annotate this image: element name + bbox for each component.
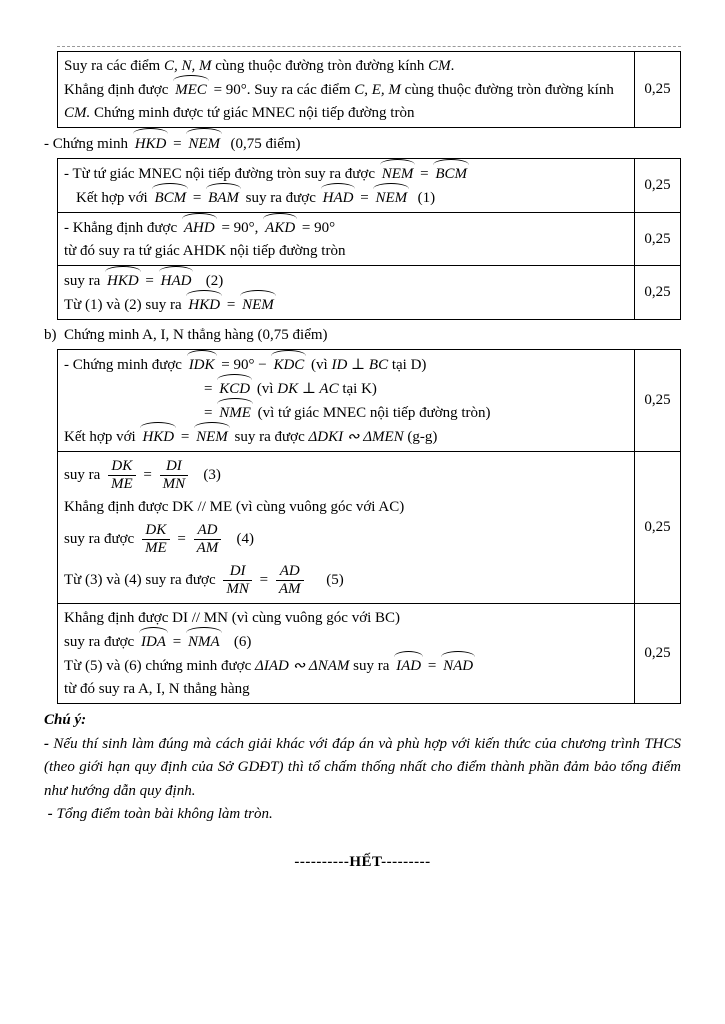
text-run: -	[44, 806, 57, 822]
text-run: = 90°	[298, 220, 336, 236]
text-run: (0,75 điểm)	[223, 136, 301, 152]
angle-notation: NEM	[374, 186, 408, 210]
angle-notation: HAD	[322, 186, 355, 210]
text-run: (6)	[222, 634, 252, 650]
text-run: (vì tứ giác MNEC nội tiếp đường tròn)	[253, 405, 491, 421]
rubric-line	[64, 78, 630, 102]
rubric-row	[58, 159, 680, 212]
angle-notation: NEM	[381, 162, 415, 186]
rubric-line	[64, 269, 630, 293]
rubric-row	[58, 265, 680, 319]
text-run: =	[173, 530, 190, 547]
note-paragraph-2	[44, 803, 681, 827]
fraction: $\frac{AD}{AM}$	[194, 522, 222, 557]
text-run: - Chứng minh được	[64, 357, 186, 373]
score-value: 0,25	[644, 392, 671, 408]
text-run: -	[44, 735, 54, 752]
note-paragraph-1	[44, 733, 681, 804]
text-run: Nếu thí sinh làm đúng mà cách giải khác với đáp án và phù hợp với kiến thức của chương trình THCS (theo giới hạn quy định của Sở GDĐT) thì tổ chấm thống nhất cho điểm thành phần đảm bảo tổng điểm như hướng dẫn quy định.	[44, 735, 681, 799]
text-run: Từ (1) và (2) suy ra	[64, 297, 186, 313]
page-top-rule	[57, 46, 681, 47]
rubric-line	[64, 102, 630, 125]
angle-notation: KCD	[218, 377, 251, 401]
text-run: b) Chứng minh A, I, N thẳng hàng (0,75 điểm)	[44, 327, 328, 343]
rubric-line	[64, 240, 630, 263]
score-value: 0,25	[644, 519, 671, 535]
text-run: từ đó suy ra A, I, N thẳng hàng	[64, 681, 250, 697]
fraction: $\frac{DK}{ME}$	[142, 522, 170, 557]
het-divider: ----------HẾT---------	[294, 853, 431, 870]
text-run: - Từ tứ giác MNEC nội tiếp đường tròn suy ra được	[64, 166, 379, 182]
text-run: (3)	[192, 466, 221, 483]
angle-notation: NEM	[187, 131, 221, 156]
text-run: Kết hợp với	[64, 429, 140, 445]
rubric-line	[64, 678, 630, 701]
text-run: (vì	[307, 357, 332, 373]
angle-notation: BAM	[207, 186, 240, 210]
text-run: =	[356, 190, 373, 206]
text-run: suy ra được	[64, 530, 138, 547]
text-run: tại D)	[388, 357, 427, 373]
text-run: = 90° −	[217, 357, 271, 373]
angle-notation: IDA	[140, 630, 167, 654]
rubric-line	[64, 216, 630, 240]
text-run: suy ra	[64, 273, 104, 289]
text-run: CM	[428, 58, 451, 74]
text-run: (1)	[410, 190, 436, 206]
angle-notation: HKD	[141, 425, 175, 449]
criterion-cell	[58, 452, 635, 603]
text-run: Tổng điểm toàn bài không làm tròn.	[56, 806, 273, 822]
text-run: (vì	[253, 381, 278, 397]
text-run: ΔIAD ∾ ΔNAM	[255, 658, 350, 674]
rubric-line	[64, 293, 630, 317]
rubric-line	[64, 425, 630, 449]
rubric-line	[64, 353, 630, 377]
rubric-row	[58, 52, 680, 127]
criterion-cell	[58, 159, 635, 212]
text-run: từ đó suy ra tứ giác AHDK nội tiếp đường tròn	[64, 243, 346, 259]
text-run: =	[204, 405, 217, 421]
score-value: 0,25	[644, 81, 671, 97]
text-run: C, N, M	[163, 58, 212, 74]
score-value: 0,25	[644, 230, 671, 247]
rubric-line	[64, 455, 630, 496]
angle-notation: AHD	[183, 216, 216, 240]
angle-notation: BCM	[434, 162, 468, 186]
angle-notation: IAD	[395, 654, 422, 678]
text-run: =	[255, 571, 272, 588]
rubric-line	[64, 496, 630, 519]
text-run: suy ra được	[241, 190, 320, 206]
rubric-line	[64, 401, 630, 425]
text-run: - Khẳng định được	[64, 220, 181, 236]
text-run: ID ⊥ BC	[331, 357, 389, 373]
angle-notation: HKD	[106, 269, 140, 293]
text-run: C, E, M	[354, 82, 401, 98]
criterion-cell	[58, 52, 635, 127]
rubric-line	[64, 186, 630, 210]
criterion-cell	[58, 266, 635, 319]
rubric-line	[64, 377, 630, 401]
score-value: 0,25	[644, 645, 671, 661]
text-run: =	[177, 429, 194, 445]
text-run: =	[416, 166, 433, 182]
score-value: 0,25	[644, 284, 671, 300]
criterion-cell	[58, 604, 635, 703]
criterion-cell	[58, 213, 635, 265]
text-run: (4)	[225, 530, 255, 547]
angle-notation: AKD	[264, 216, 296, 240]
rubric-table-3	[57, 349, 681, 704]
text-run: =	[189, 190, 206, 206]
angle-notation: NEM	[195, 425, 229, 449]
text-run: .	[450, 58, 455, 74]
criterion-cell	[58, 350, 635, 451]
text-run: =	[141, 273, 158, 289]
section-heading-b	[44, 323, 681, 347]
rubric-table-2	[57, 158, 681, 320]
rubric-line	[64, 560, 630, 601]
angle-notation: MEC	[174, 78, 208, 102]
text-run: suy ra	[64, 466, 104, 483]
text-run: cùng thuộc đường tròn đường kính	[400, 82, 614, 98]
text-run: suy ra	[349, 658, 394, 674]
angle-notation: IDK	[188, 353, 216, 377]
fraction: $\frac{DI}{MN}$	[160, 458, 189, 493]
section-heading-hkd	[44, 131, 681, 156]
text-run: suy ra được	[230, 429, 309, 445]
rubric-line	[64, 519, 630, 560]
text-run: tại K)	[338, 381, 377, 397]
angle-notation: NEM	[241, 293, 275, 317]
score-value: 0,25	[644, 177, 671, 193]
text-run: (g-g)	[403, 429, 438, 445]
fraction: $\frac{AD}{AM}$	[276, 563, 304, 598]
text-run: Khẳng định được	[64, 82, 173, 98]
text-run: - Chứng minh	[44, 136, 132, 152]
rubric-row	[58, 451, 680, 603]
rubric-row	[58, 212, 680, 265]
text-run: = 90°,	[217, 220, 263, 236]
rubric-table-1	[57, 51, 681, 128]
angle-notation: NAD	[442, 654, 474, 678]
text-run: (2)	[194, 273, 224, 289]
text-run: Khẳng định được DI // MN (vì cùng vuông góc với BC)	[64, 610, 401, 626]
text-run: =	[223, 297, 240, 313]
notes-section	[44, 709, 681, 827]
fraction: $\frac{DK}{ME}$	[108, 458, 136, 493]
rubric-line	[64, 55, 630, 78]
notes-heading: Chú ý:	[44, 712, 87, 728]
text-run: Suy ra các điểm	[64, 58, 164, 74]
angle-notation: NMA	[187, 630, 221, 654]
angle-notation: BCM	[153, 186, 187, 210]
text-run: suy ra được	[64, 634, 138, 650]
angle-notation: NME	[218, 401, 252, 425]
fraction: $\frac{DI}{MN}$	[223, 563, 252, 598]
text-run: CM.	[64, 105, 91, 121]
text-run: =	[204, 381, 217, 397]
text-run: Từ (3) và (4) suy ra được	[64, 571, 220, 588]
angle-notation: HKD	[134, 131, 168, 156]
angle-notation: HKD	[187, 293, 221, 317]
text-run: Khẳng định được DK // ME (vì cùng vuông góc với AC)	[64, 499, 405, 515]
rubric-row	[58, 603, 680, 703]
text-run: Chứng minh được tứ giác MNEC nội tiếp đường tròn	[90, 105, 415, 121]
text-run: = 90°. Suy ra các điểm	[209, 82, 355, 98]
rubric-line	[64, 654, 630, 678]
text-run: =	[168, 634, 185, 650]
angle-notation: HAD	[160, 269, 193, 293]
text-run: cùng thuộc đường tròn đường kính	[211, 58, 429, 74]
text-run: ΔDKI ∾ ΔMEN	[308, 429, 404, 445]
text-run: Từ (5) và (6) chứng minh được	[64, 658, 256, 674]
rubric-row	[58, 350, 680, 451]
rubric-line	[64, 630, 630, 654]
text-run: =	[139, 466, 156, 483]
text-run: =	[424, 658, 441, 674]
text-run: DK ⊥ AC	[277, 381, 339, 397]
text-run: (5)	[307, 571, 344, 588]
angle-notation: KDC	[272, 353, 305, 377]
text-run: =	[169, 136, 186, 152]
rubric-line	[64, 162, 630, 186]
text-run: Kết hợp với	[76, 190, 152, 206]
